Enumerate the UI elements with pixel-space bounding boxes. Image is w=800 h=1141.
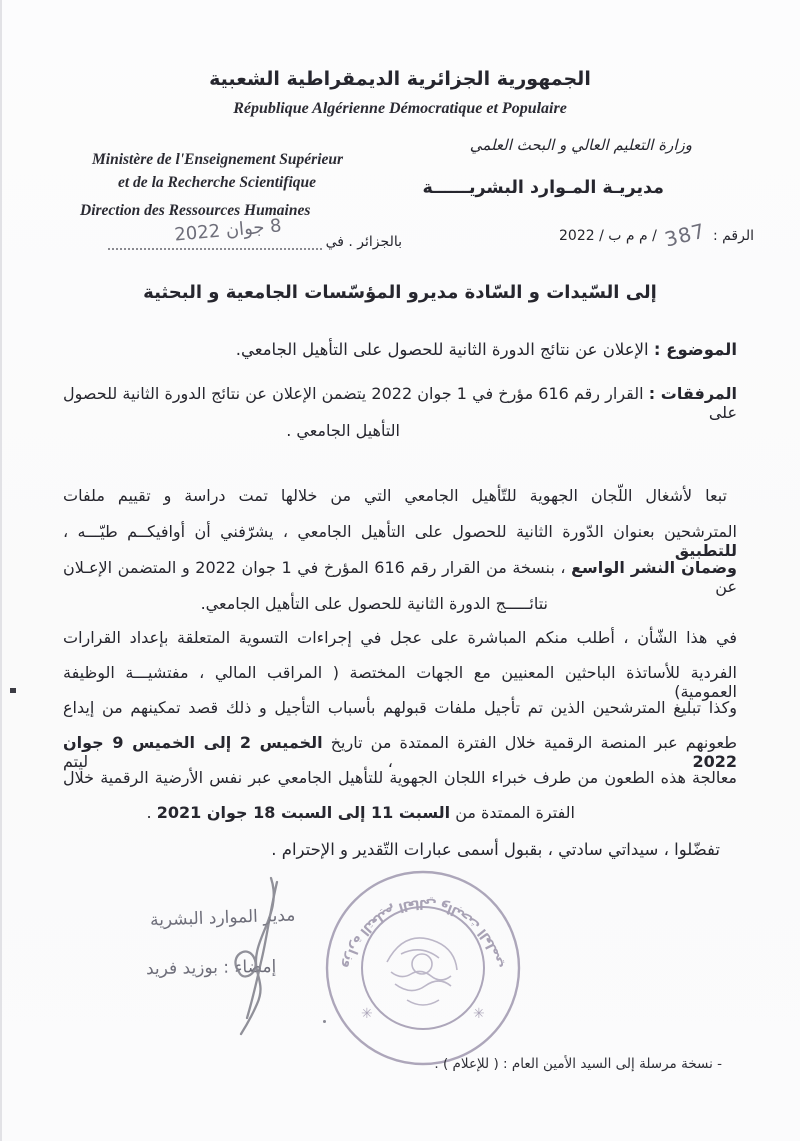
stamp-ring-text: وزارة التعليم العالي والبحث العلمي — [339, 895, 507, 970]
body-p2-line4-end: ، ليتم — [63, 752, 393, 771]
body-p1-line3 — [63, 558, 737, 596]
footer-note: - نسخة مرسلة إلى السيد الأمين العام : ( للإعلام ) . — [434, 1056, 722, 1072]
official-stamp — [321, 866, 525, 1070]
attachments-line1 — [63, 384, 737, 422]
date-handwritten: 8 جوان 2022 — [173, 215, 282, 246]
body-p2-line3: وكذا تبليغ المترشحين الذين تم تأجيل ملفات قبولهم بأسباب التأجيل و ذلك قصد تمكينهم من إيداع — [63, 698, 737, 717]
body-p2-line4 — [63, 733, 737, 771]
stamp-star-left: ✳ — [361, 1006, 373, 1022]
signature-name-handwritten: إمضاء : بوزيد فريد — [145, 956, 277, 980]
scan-artifact-dot — [10, 688, 16, 693]
body-p2-line5: معالجة هذه الطعون من طرف خبراء اللجان الجهوية للتأهيل الجامعي عبر نفس الأرضية الرقمية خلال — [63, 768, 737, 787]
body-p1-line1: تبعا لأشغال اللّجان الجهوية للتّأهيل الجامعي التي من خلالها تمت دراسة و تقييم ملفات — [63, 486, 727, 505]
reference-number-line — [559, 218, 754, 252]
subject-line — [63, 340, 737, 359]
republic-title-french: République Algérienne Démocratique et Populaire — [233, 100, 567, 117]
body-p2-line6-bold: السبت 11 إلى السبت 18 جوان 2021 — [156, 803, 451, 822]
body-p2-line6-text: الفترة الممتدة من — [455, 803, 575, 822]
signature-title-handwritten: مدير الموارد البشرية — [149, 905, 296, 931]
body-p1-line3-bold: وضمان النشر الواسع — [571, 558, 737, 577]
body-p2-line4-text: طعونهم عبر المنصة الرقمية خلال الفترة الممتدة من تاريخ — [330, 733, 737, 752]
body-p1-line2-bold: للتطبيق — [674, 541, 737, 560]
subject-text: الإعلان عن نتائج الدورة الثانية للحصول على التأهيل الجامعي. — [235, 340, 649, 359]
reference-tail: / م م ب / 2022 — [559, 228, 657, 244]
direction-fr-line: Direction des Ressources Humaines — [80, 202, 311, 219]
reference-label: الرقم : — [712, 228, 754, 244]
direction-title-arabic: مديريـة المـوارد البشريــــــة — [422, 178, 664, 198]
body-p1-line3-text: ، بنسخة من القرار رقم 616 المؤرخ في 1 جوان 2022 و المتضمن الإعـلان عن — [63, 558, 737, 596]
attachments-line2: التأهيل الجامعي . — [286, 421, 400, 440]
body-p2-line6-end: . — [146, 803, 152, 822]
body-p2-line4-bold: الخميس 2 إلى الخميس 9 جوان 2022 — [63, 733, 737, 771]
addressee-line: إلى السّيدات و السّادة مديرو المؤسّسات الجامعية و البحثية — [143, 282, 657, 303]
signature-stroke — [205, 876, 325, 1036]
closing-line: تفضّلوا ، سيداتي سادتي ، بقبول أسمى عبارات التّقدير و الإحترام . — [271, 840, 720, 859]
attachments-label: المرفقات : — [648, 384, 738, 403]
reference-number-handwritten: 387 — [662, 218, 709, 252]
body-p2-line2: الفردية للأساتذة الباحثين المعنيين مع الجهات المختصة ( المراقب المالي ، مفتشيـــة الوظيفة العمومية) — [63, 663, 737, 701]
date-dotted-leader — [108, 215, 322, 250]
ministry-title-arabic: وزارة التعليم العالي و البحث العلمي — [469, 136, 692, 154]
scan-edge-line — [0, 0, 2, 1141]
ministry-fr-line1: Ministère de l'Enseignement Supérieur — [92, 151, 344, 168]
body-p1-line2 — [63, 522, 737, 560]
place-date-line — [104, 215, 402, 250]
place-label: بالجزائر . في — [325, 234, 402, 250]
svg-text:وزارة التعليم العالي والبحث ال — [340, 896, 506, 970]
stamp-star-right: ✳ — [473, 1006, 485, 1022]
ministry-block-french — [80, 148, 343, 222]
subject-label: الموضوع : — [653, 340, 737, 359]
body-p1-line4: نتائـــــج الدورة الثانية للحصول على التأهيل الجامعي. — [200, 594, 548, 613]
body-p2-line6 — [63, 803, 737, 822]
republic-title-arabic: الجمهورية الجزائرية الديمقراطية الشعبية — [209, 68, 591, 90]
body-p1-line2-text: المترشحين بعنوان الدّورة الثانية للحصول على التأهيل الجامعي ، يشرّفني أن أوافيكــم طيّـــه ، — [63, 522, 737, 541]
body-p2-line1: في هذا الشّأن ، أطلب منكم المباشرة على عجل في إجراءات التسوية المتعلقة بإعداد القرارات — [63, 628, 737, 647]
attachments-text-line1: القرار رقم 616 مؤرخ في 1 جوان 2022 يتضمن الإعلان عن نتائج الدورة الثانية للحصول على — [63, 384, 737, 422]
scan-artifact-speck — [323, 1020, 326, 1023]
ministry-fr-line2: et de la Recherche Scientifique — [118, 174, 317, 191]
stamp-emblem — [387, 938, 457, 1005]
